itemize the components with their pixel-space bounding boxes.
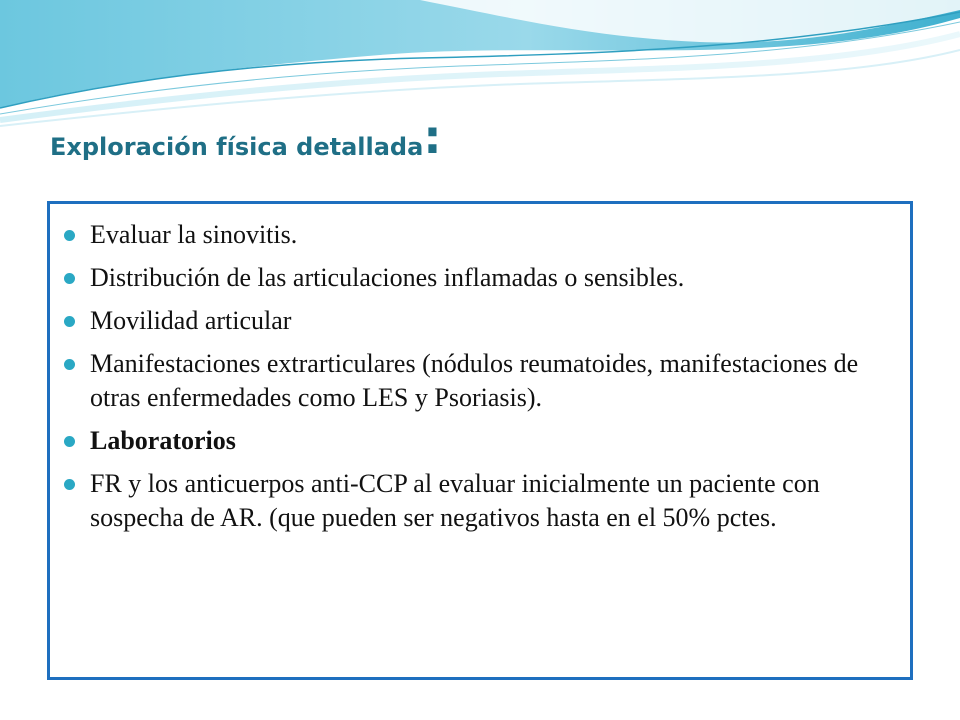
bullet-dot-icon (64, 436, 75, 447)
bullet-dot-icon (64, 316, 75, 327)
bullet-text: Laboratorios (90, 426, 236, 455)
bullet-text: Movilidad articular (90, 306, 292, 335)
bullet-text: Evaluar la sinovitis. (90, 220, 298, 249)
slide-title-colon: : (423, 110, 442, 164)
list-item (50, 218, 910, 252)
list-item (50, 304, 910, 338)
list-item (50, 261, 910, 295)
slide-title-text: Exploración física detallada (50, 133, 424, 161)
list-item (50, 424, 910, 458)
bullet-dot-icon (64, 230, 75, 241)
bullet-list (50, 204, 910, 535)
list-item (50, 347, 910, 415)
bullet-text: Manifestaciones extrarticulares (nódulos reumatoides, manifestaciones de otras enfermedades como LES y Psoriasis). (90, 349, 859, 412)
bullet-dot-icon (64, 479, 75, 490)
slide-title (50, 110, 442, 164)
bullet-dot-icon (64, 359, 75, 370)
bullet-text: Distribución de las articulaciones inflamadas o sensibles. (90, 263, 685, 292)
header-wave-decoration (0, 0, 960, 130)
bullet-text: FR y los anticuerpos anti-CCP al evaluar inicialmente un paciente con sospecha de AR. (que pueden ser negativos hasta en el 50% pctes. (90, 469, 820, 532)
content-box (47, 201, 913, 680)
bullet-dot-icon (64, 273, 75, 284)
list-item (50, 467, 910, 535)
